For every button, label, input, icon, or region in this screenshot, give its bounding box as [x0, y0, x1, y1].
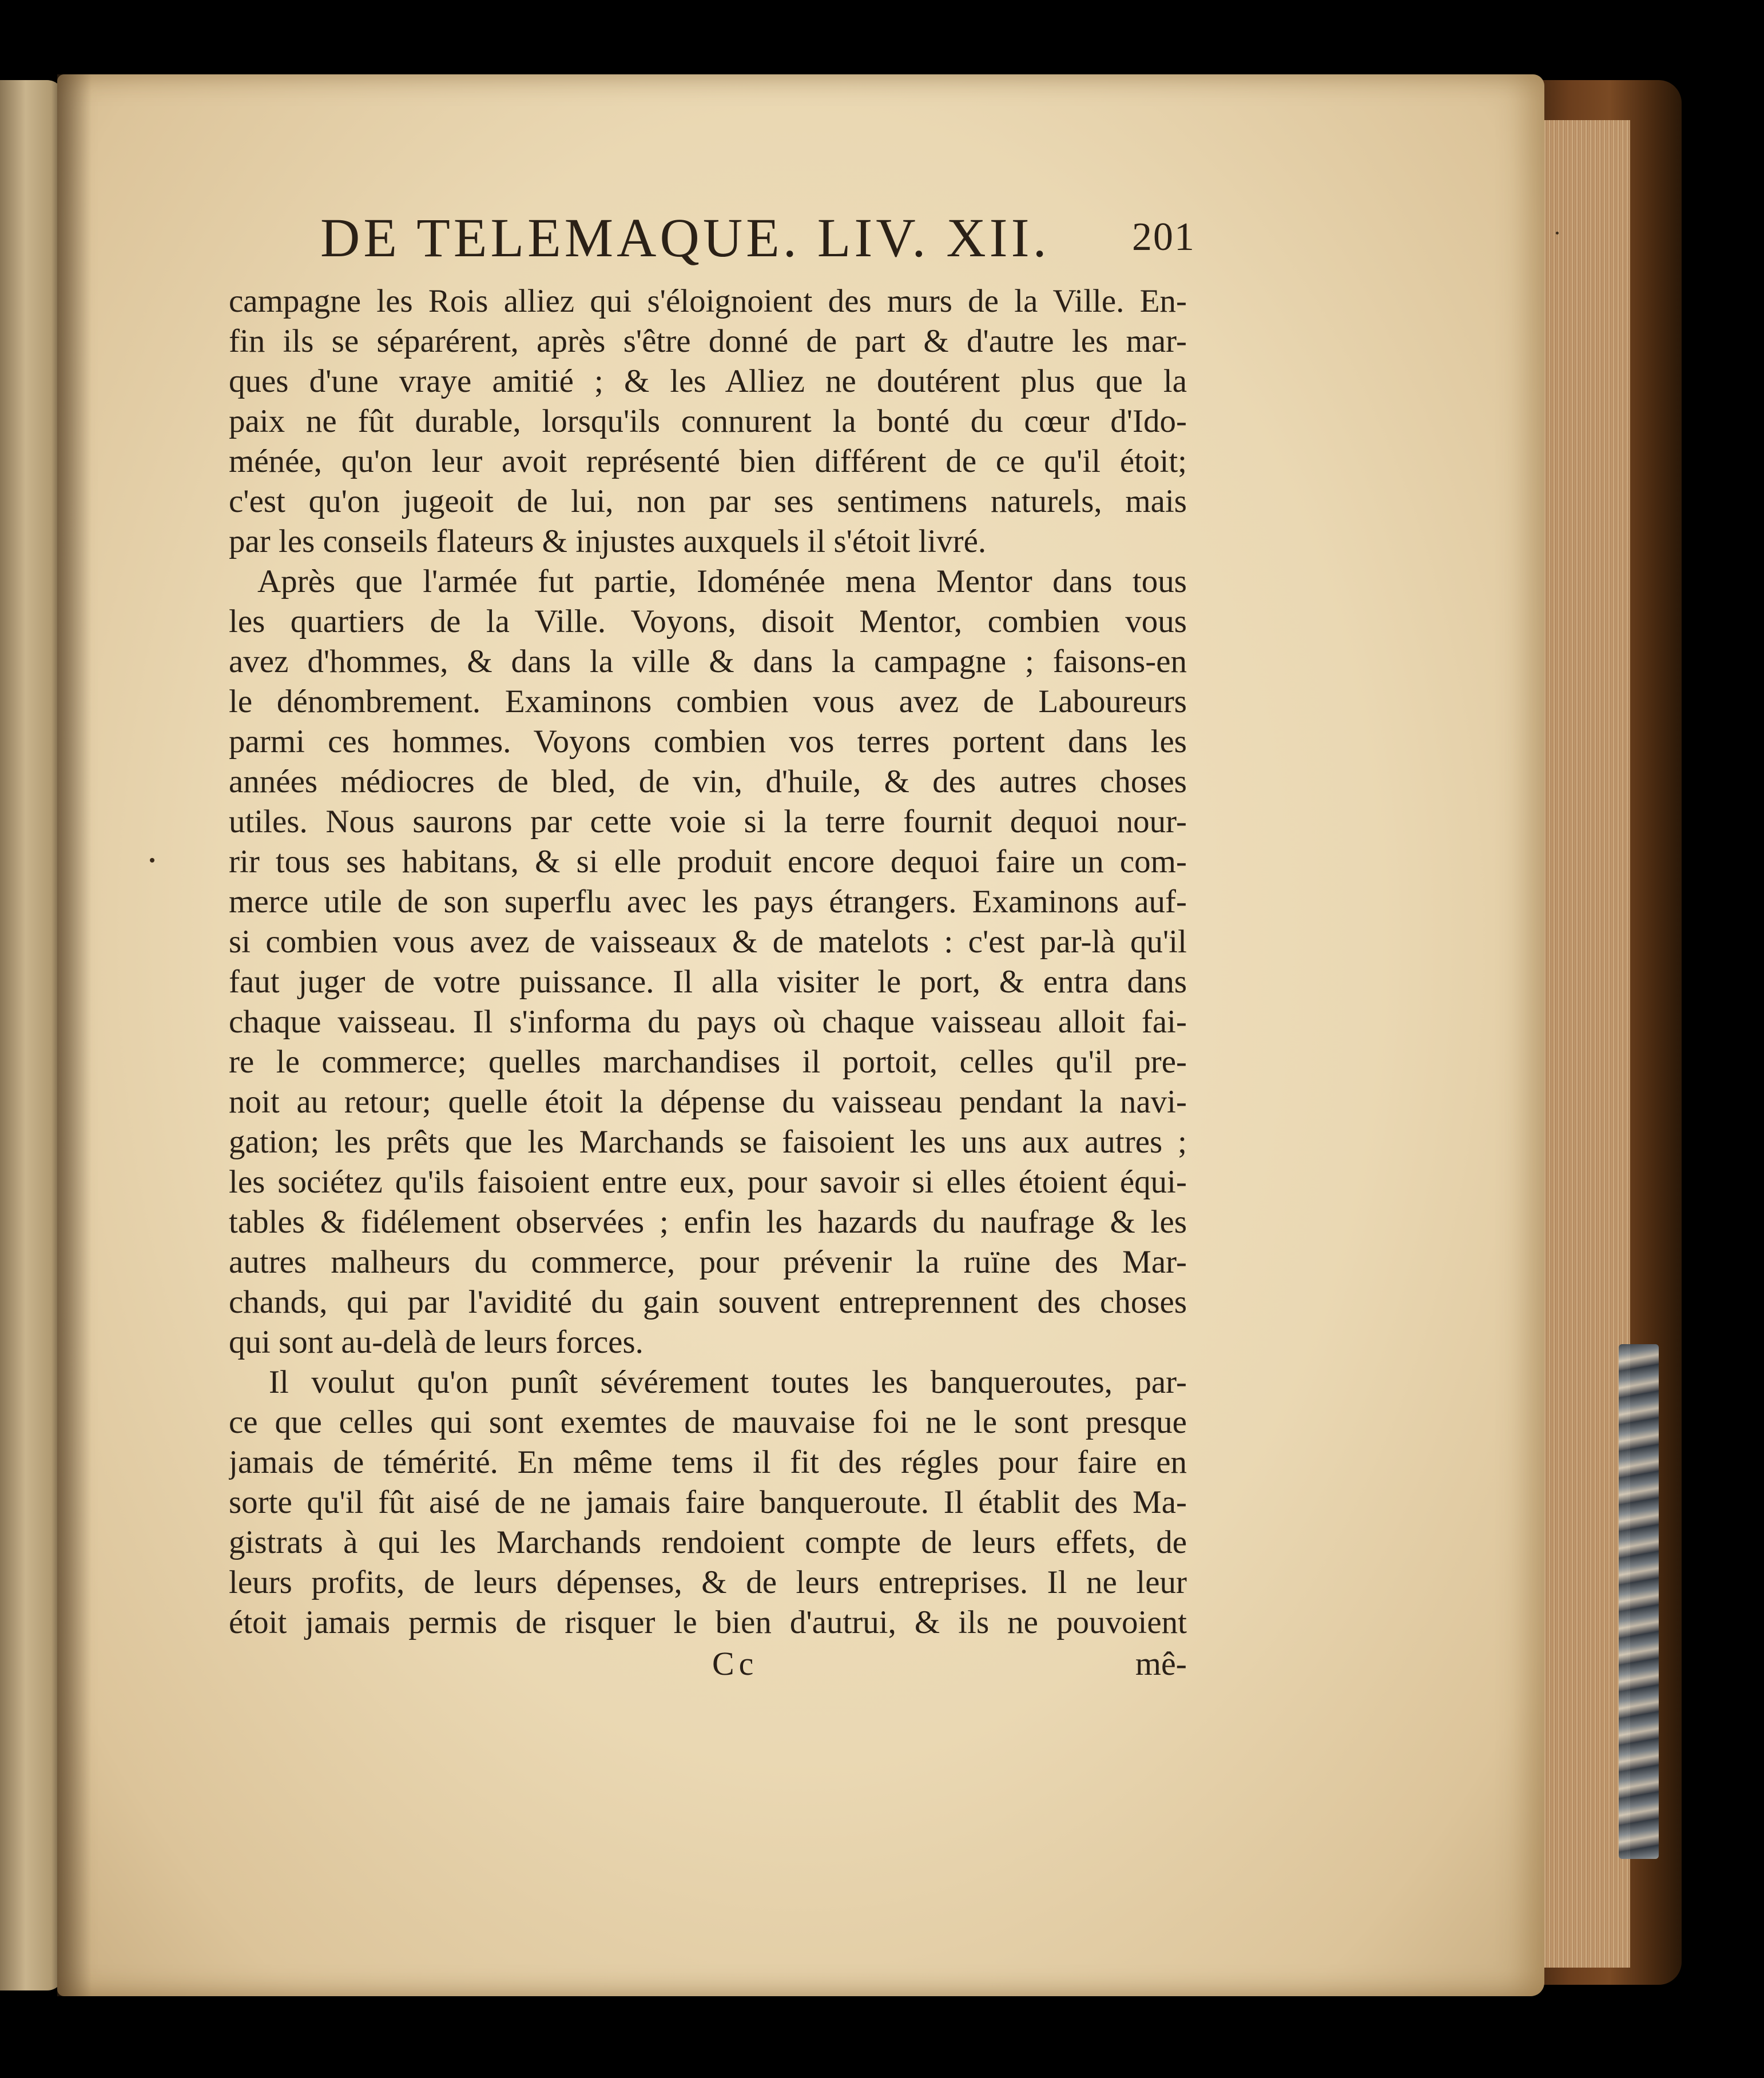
text-line: autres malheurs du commerce, pour prévenir la ruïne des Mar-: [229, 1244, 1187, 1280]
text-line: chaque vaisseau. Il s'informa du pays où chaque vaisseau alloit fai-: [229, 1004, 1187, 1040]
text-line: utiles. Nous saurons par cette voie si la terre fournit dequoi nour-: [229, 804, 1187, 840]
text-line: merce utile de son superflu avec les pays étrangers. Examinons auf-: [229, 884, 1187, 920]
signature-mark: Cc: [712, 1645, 758, 1682]
text-line: années médiocres de bled, de vin, d'huile, & des autres choses: [229, 764, 1187, 800]
text-line: jamais de témérité. En même tems il fit des régles pour faire en: [229, 1444, 1187, 1480]
page-footer: [229, 1644, 1187, 1690]
catchword: mê-: [1135, 1645, 1187, 1682]
text-line: les quartiers de la Ville. Voyons, disoit Mentor, combien vous: [229, 603, 1187, 639]
text-line: rir tous ses habitans, & si elle produit encore dequoi faire un com-: [229, 844, 1187, 880]
text-line: gation; les prêts que les Marchands se faisoient les uns aux autres ;: [229, 1124, 1187, 1160]
text-line: les sociétez qu'ils faisoient entre eux, pour savoir si elles étoient équi-: [229, 1164, 1187, 1200]
text-line: c'est qu'on jugeoit de lui, non par ses sentimens naturels, mais: [229, 483, 1187, 519]
page-gutter-shadow: [57, 74, 92, 1996]
text-line: ménée, qu'on leur avoit représenté bien différent de ce qu'il étoit;: [229, 443, 1187, 479]
text-line: tables & fidélement observées ; enfin les hazards du naufrage & les: [229, 1204, 1187, 1240]
text-line: étoit jamais permis de risquer le bien d'autrui, & ils ne pouvoient: [229, 1604, 1187, 1640]
facing-page-edge: [0, 80, 64, 1990]
page-edges: [1533, 120, 1630, 1968]
page-header: [320, 200, 1195, 275]
text-line: chands, qui par l'avidité du gain souvent entreprennent des choses: [229, 1284, 1187, 1320]
page-number: 201: [1132, 215, 1195, 259]
running-title: DE TELEMAQUE. LIV. XII.: [320, 206, 1050, 268]
text-line: ce que celles qui sont exemtes de mauvaise foi ne le sont presque: [229, 1404, 1187, 1440]
paper-speck: [1556, 232, 1559, 235]
text-line: leurs profits, de leurs dépenses, & de leurs entreprises. Il ne leur: [229, 1564, 1187, 1600]
text-line: avez d'hommes, & dans la ville & dans la campagne ; faisons-en: [229, 643, 1187, 680]
text-line: Après que l'armée fut partie, Idoménée mena Mentor dans tous: [257, 563, 1187, 599]
text-line: faut juger de votre puissance. Il alla visiter le port, & entra dans: [229, 964, 1187, 1000]
text-line: par les conseils flateurs & injustes auxquels il s'étoit livré.: [229, 523, 987, 559]
text-line: re le commerce; quelles marchandises il portoit, celles qu'il pre-: [229, 1044, 1187, 1080]
text-line: qui sont au-delà de leurs forces.: [229, 1324, 643, 1360]
paper-speck: [150, 858, 154, 863]
text-line: sorte qu'il fût aisé de ne jamais faire banqueroute. Il établit des Ma-: [229, 1484, 1187, 1520]
text-line: Il voulut qu'on punît sévérement toutes les banqueroutes, par-: [269, 1364, 1187, 1400]
text-line: fin ils se séparérent, après s'être donné de part & d'autre les mar-: [229, 323, 1187, 359]
marbled-endpaper: [1619, 1344, 1659, 1859]
text-line: parmi ces hommes. Voyons combien vos terres portent dans les: [229, 724, 1187, 760]
text-line: gistrats à qui les Marchands rendoient compte de leurs effets, de: [229, 1524, 1187, 1560]
text-line: le dénombrement. Examinons combien vous avez de Laboureurs: [229, 684, 1187, 720]
text-line: noit au retour; quelle étoit la dépense du vaisseau pendant la navi-: [229, 1084, 1187, 1120]
text-line: si combien vous avez de vaisseaux & de matelots : c'est par-là qu'il: [229, 924, 1187, 960]
text-line: ques d'une vraye amitié ; & les Alliez ne doutérent plus que la: [229, 363, 1187, 399]
text-line: campagne les Rois alliez qui s'éloignoient des murs de la Ville. En-: [229, 283, 1187, 319]
text-line: paix ne fût durable, lorsqu'ils connurent la bonté du cœur d'Ido-: [229, 403, 1187, 439]
body-text: [229, 281, 1187, 1643]
